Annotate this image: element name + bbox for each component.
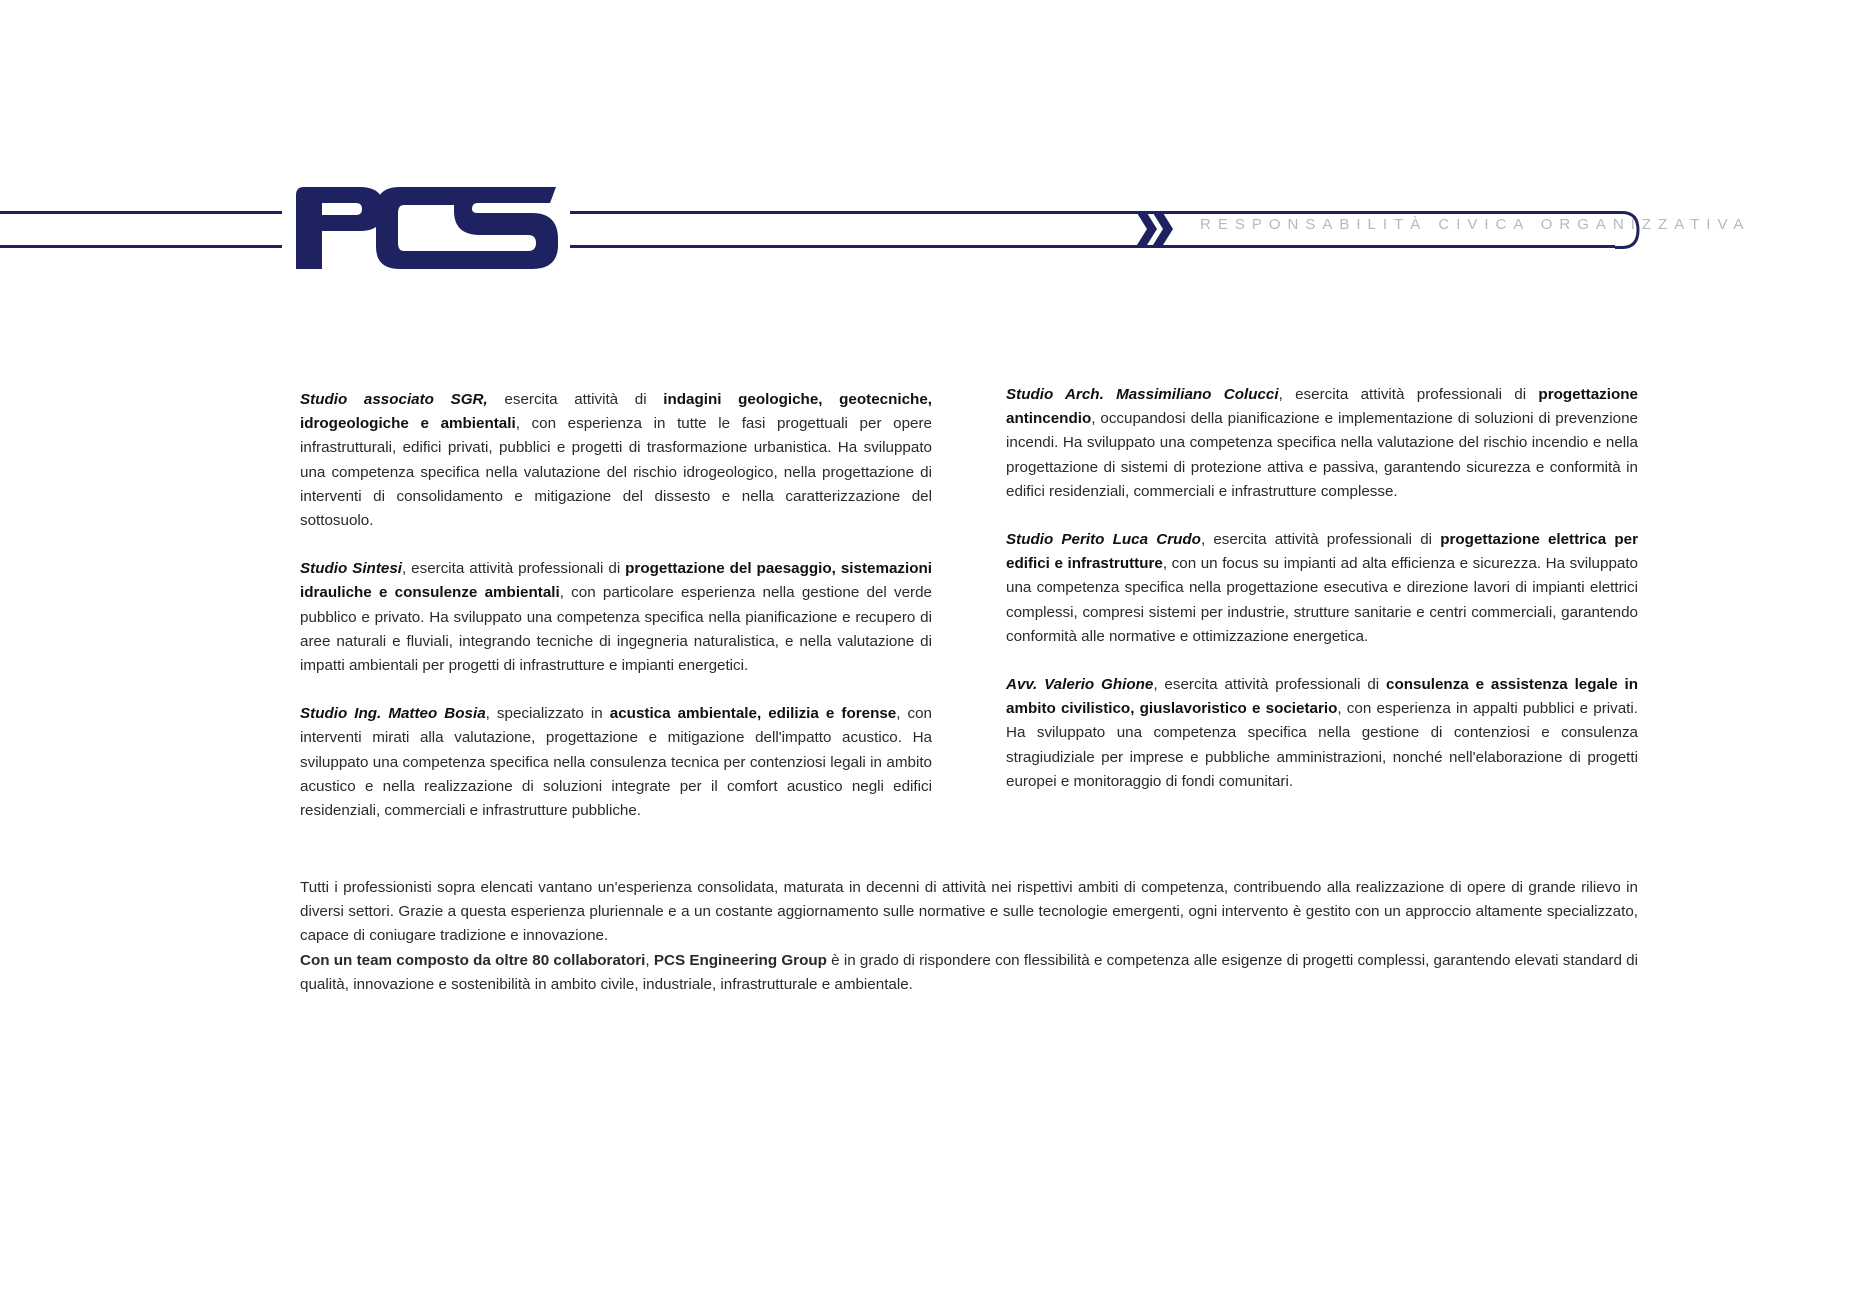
paragraph-studio-crudo: Studio Perito Luca Crudo, esercita attività professionali di progettazione elettrica per edifici e infrastrutture, con un focus su impianti ad alta efficienza e sicurezza. Ha sviluppato una competenza specifica nella progettazione esecutiva e direzione lavori di impianti elettrici complessi, compresi sistemi per industrie, strutture sanitarie e centri commerciali, garantendo conformità alle normative e ottimizzazione energetica.	[1006, 531, 1639, 645]
paragraph-studio-bosia: Studio Ing. Matteo Bosia, specializzato in acustica ambientale, edilizia e forense, con interventi mirati alla valutazione, progettazione e mitigazione dell'impatto acustico. Ha sviluppato una competenza specifica nella consulenza tecnica per contenziosi legali in ambito acustico e nella realizzazione di soluzioni integrate per il comfort acustico negli edifici residenziali, commerciali e infrastrutture pubbliche.	[300, 705, 932, 820]
studio-name: Studio Perito Luca Crudo	[1006, 531, 1201, 549]
closing-paragraph-1: Tutti i professionisti sopra elencati vantano un'esperienza consolidata, maturata in decenni di attività nei rispettivi ambiti di competenza, contribuendo alla realizzazione di opere di grande rilievo in diversi settori. Grazie a questa esperienza pluriennale e a un costante aggiornamento sulle normative e sulle tecnologie emergenti, ogni intervento è gestito con un approccio altamente specializzato, capace di coniugare tradizione e innovazione.	[300, 879, 1638, 945]
closing-text	[300, 876, 1638, 997]
right-column	[1006, 383, 1638, 818]
studio-name: Studio associato SGR,	[300, 391, 488, 408]
paragraph-avv-ghione: Avv. Valerio Ghione, esercita attività professionali di consulenza e assistenza legale in ambito civilistico, giuslavoristico e societario, con esperienza in appalti pubblici e privati. Ha sviluppato una competenza specifica nella gestione di contenziosi e consulenza stragiudiziale per imprese e pubbliche amministrazioni, nonché nell'elaborazione di progetti europei e monitoraggio di fondi comunitari.	[1006, 676, 1638, 790]
studio-name: Studio Arch. Massimiliano Colucci	[1006, 386, 1279, 403]
header-rule-left-top	[0, 211, 282, 214]
studio-name: Studio Ing. Matteo Bosia	[300, 705, 486, 723]
studio-name: Studio Sintesi	[300, 560, 402, 578]
paragraph-studio-colucci: Studio Arch. Massimiliano Colucci, esercita attività professionali di progettazione antincendio, occupandosi della pianificazione e implementazione di soluzioni di prevenzione incendi. Ha sviluppato una competenza specifica nella valutazione del rischio incendio e nella progettazione di sistemi di protezione attiva e passiva, garantendo sicurezza e conformità in edifici residenziali, commerciali e infrastrutture complesse.	[1006, 386, 1638, 500]
paragraph-studio-sintesi: Studio Sintesi, esercita attività professionali di progettazione del paesaggio, sistemazioni idrauliche e consulenze ambientali, con particolare esperienza nella gestione del verde pubblico e privato. Ha sviluppato una competenza specifica nella pianificazione e recupero di aree naturali e fluviali, integrando tecniche di ingegneria naturalistica, e nella valutazione di impatti ambientali per progetti di infrastrutture e impianti energetici.	[300, 560, 932, 675]
pcs-logo	[296, 187, 558, 269]
paragraph-studio-sgr: Studio associato SGR, esercita attività di indagini geologiche, geotecniche, idrogeologiche e ambientali, con esperienza in tutte le fasi progettuali per opere infrastrutturali, edifici privati, pubblici e progetti di trasformazione urbanistica. Ha sviluppato una competenza specifica nella valutazione del rischio idrogeologico, nella progettazione di interventi di consolidamento e mitigazione del dissesto e nella caratterizzazione del sottosuolo.	[300, 391, 932, 530]
left-column	[300, 388, 932, 847]
studio-name: Avv. Valerio Ghione	[1006, 676, 1154, 694]
double-chevron-right-icon	[1137, 213, 1177, 245]
header-rule-left-bottom	[0, 245, 282, 248]
header-tagline: RESPONSABILITÀ CIVICA ORGANIZZATIVA	[1200, 216, 1751, 233]
closing-paragraph-2: Con un team composto da oltre 80 collaboratori, PCS Engineering Group è in grado di rispondere con flessibilità e competenza alle esigenze di progetti complessi, garantendo elevati standard di qualità, innovazione e sostenibilità in ambito civile, industriale, infrastrutturale e ambientale.	[300, 951, 1638, 993]
